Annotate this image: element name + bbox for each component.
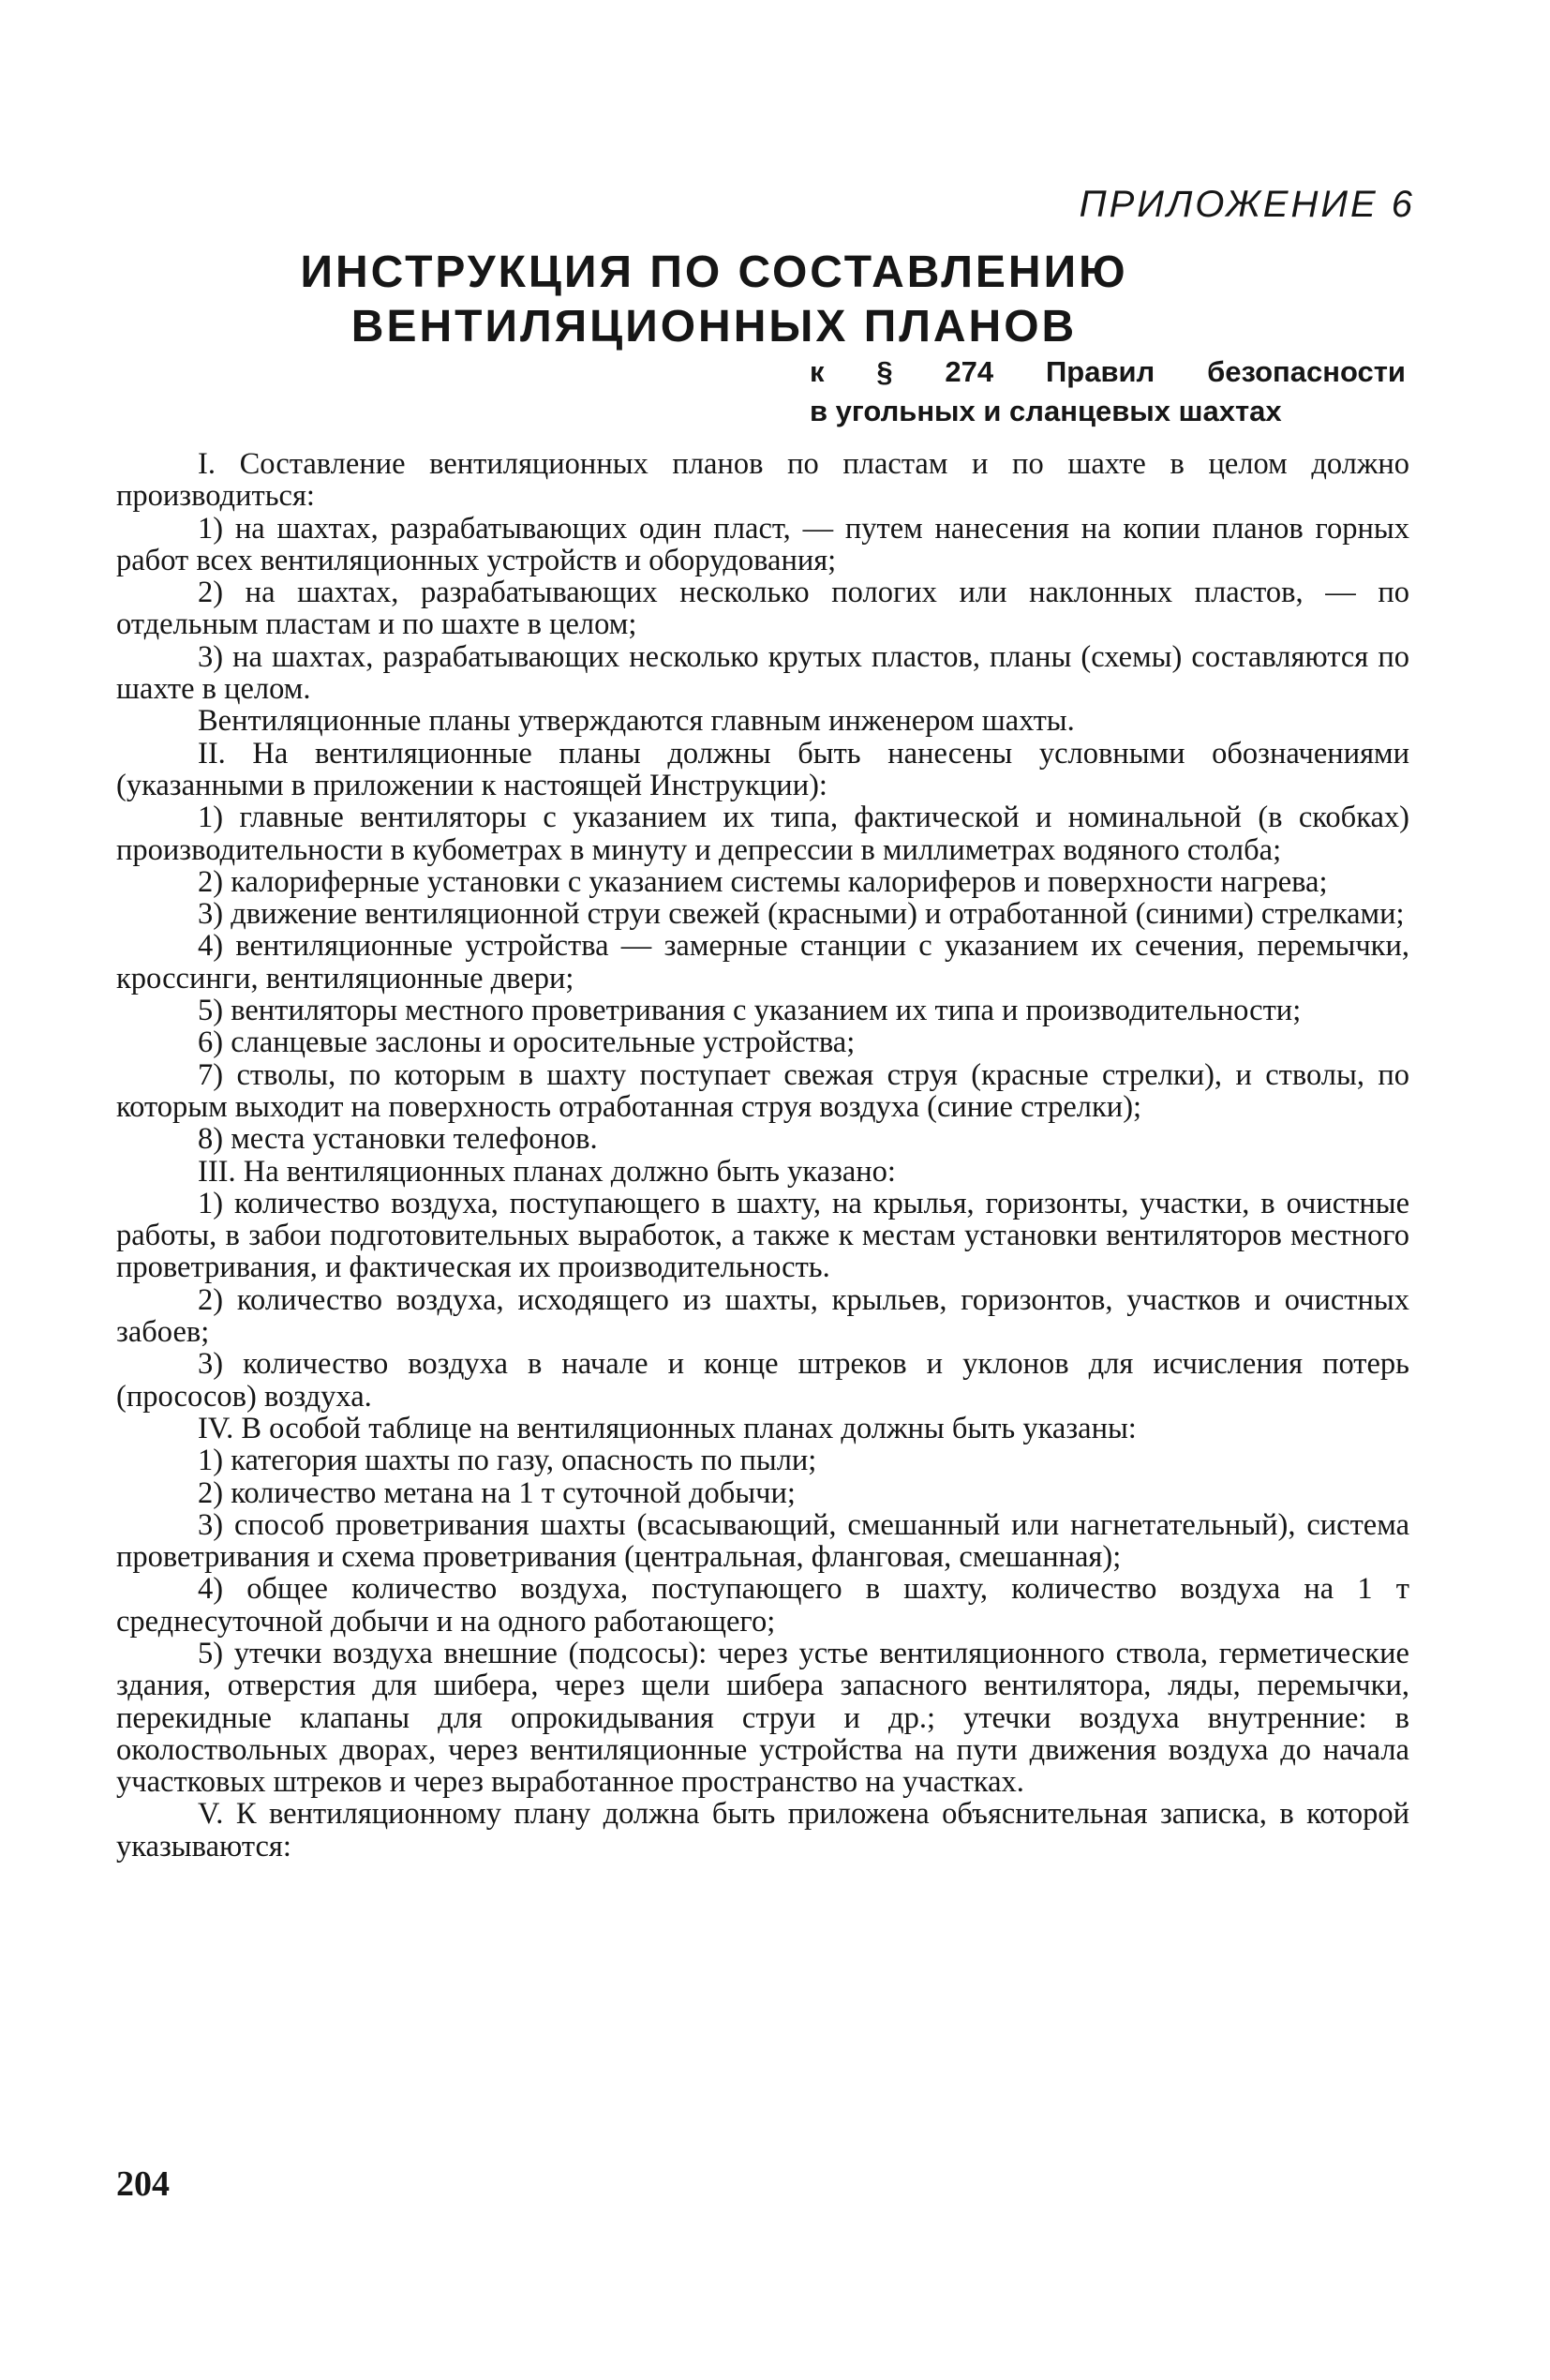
page-number: 204 [116,2164,170,2204]
ref-paragraph-sign: § [876,355,893,388]
paragraph: 7) стволы, по которым в шахту поступает свежая струя (красные стрелки), и стволы, по которым выходит на поверхность отработанная струя воздуха (синие стрелки); [116,1057,1409,1124]
ref-number: 274 [945,355,994,388]
paragraph: 2) количество воздуха, исходящего из шахты, крыльев, горизонтов, участков и очистных забоев; [116,1282,1409,1350]
paragraph: 3) движение вентиляционной струи свежей (красными) и отработанной (синими) стрелками; [198,897,1405,932]
paragraph: II. На вентиляционные планы должны быть нанесены условными обозначениями (указанными в приложении к настоящей Инструкции): [116,736,1409,802]
paragraph: 1) категория шахты по газу, опасность по пыли; [198,1444,817,1478]
paragraph: 2) количество метана на 1 т суточной добычи; [198,1475,796,1510]
ref-word-rules: Правил [1045,355,1155,388]
paragraph: 5) утечки воздуха внешние (подсосы): через устье вентиляционного ствола, герметические здания, отверстия для шибера, через щели шибера запасного вентилятора, ляды, перемычки, перекидные клапаны для опрокидывания струи и др.; утечки воздуха внутренние: в околоствольных дворах, через вентиляционные устройства на пути движения воздуха до начала участковых штреков и через выработанное пространство на участках. [116,1636,1409,1800]
paragraph: 8) места установки телефонов. [198,1122,598,1157]
paragraph: 1) на шахтах, разрабатывающих один пласт, — путем нанесения на копии планов горных работ всех вентиляционных устройств и оборудования; [116,511,1409,577]
paragraph: Вентиляционные планы утверждаются главным инженером шахты. [198,704,1075,739]
paragraph: IV. В особой таблице на вентиляционных планах должны быть указаны: [198,1411,1137,1445]
paragraph: V. К вентиляционному плану должна быть приложена объяснительная записка, в которой указываются: [116,1797,1409,1864]
body-text [116,448,1409,1863]
paragraph: 1) количество воздуха, поступающего в шахту, на крылья, горизонты, участки, в очистные работы, в забои подготовительных выработок, а также к местам установки вентиляторов местного проветривания, и фактическая их производительность. [116,1186,1409,1285]
ref-word-safety: безопасности [1207,355,1406,388]
title-line-1: ИНСТРУКЦИЯ ПО СОСТАВЛЕНИЮ [300,247,1128,297]
paragraph: 4) вентиляционные устройства — замерные станции с указанием их сечения, перемычки, кроссинги, вентиляционные двери; [116,929,1409,995]
reference-line-1 [810,352,1406,392]
appendix-label: ПРИЛОЖЕНИЕ 6 [1079,184,1415,225]
paragraph: 3) на шахтах, разрабатывающих несколько крутых пластов, планы (схемы) составляются по шахте в целом. [116,639,1409,707]
paragraph: I. Составление вентиляционных планов по пластам и по шахте в целом должно производиться: [116,447,1409,514]
paragraph: III. На вентиляционных планах должно быть указано: [198,1154,896,1189]
paragraph: 2) на шахтах, разрабатывающих несколько пологих или наклонных пластов, — по отдельным пластам и по шахте в целом; [116,576,1409,642]
paragraph: 6) сланцевые заслоны и оросительные устройства; [198,1025,856,1060]
paragraph: 3) количество воздуха в начале и конце штреков и уклонов для исчисления потерь (прососов) воздуха. [116,1347,1409,1414]
page-title [0,246,1550,354]
title-line-2: ВЕНТИЛЯЦИОННЫХ ПЛАНОВ [350,302,1078,352]
rules-reference [810,352,1406,431]
reference-line-2: в угольных и сланцевых шахтах [810,395,1282,427]
ref-k: к [810,355,825,388]
paragraph: 3) способ проветривания шахты (всасывающий, смешанный или нагнетательный), система проветривания и схема проветривания (центральная, фланговая, смешанная); [116,1507,1409,1575]
paragraph: 2) калориферные установки с указанием системы калориферов и поверхности нагрева; [198,864,1328,899]
paragraph: 1) главные вентиляторы с указанием их типа, фактической и номинальной (в скобках) производительности в кубометрах в минуту и депрессии в миллиметрах водяного столба; [116,801,1409,867]
paragraph: 5) вентиляторы местного проветривания с указанием их типа и производительности; [198,994,1302,1028]
paragraph: 4) общее количество воздуха, поступающего в шахту, количество воздуха на 1 т среднесуточной добычи и на одного работающего; [116,1572,1409,1639]
